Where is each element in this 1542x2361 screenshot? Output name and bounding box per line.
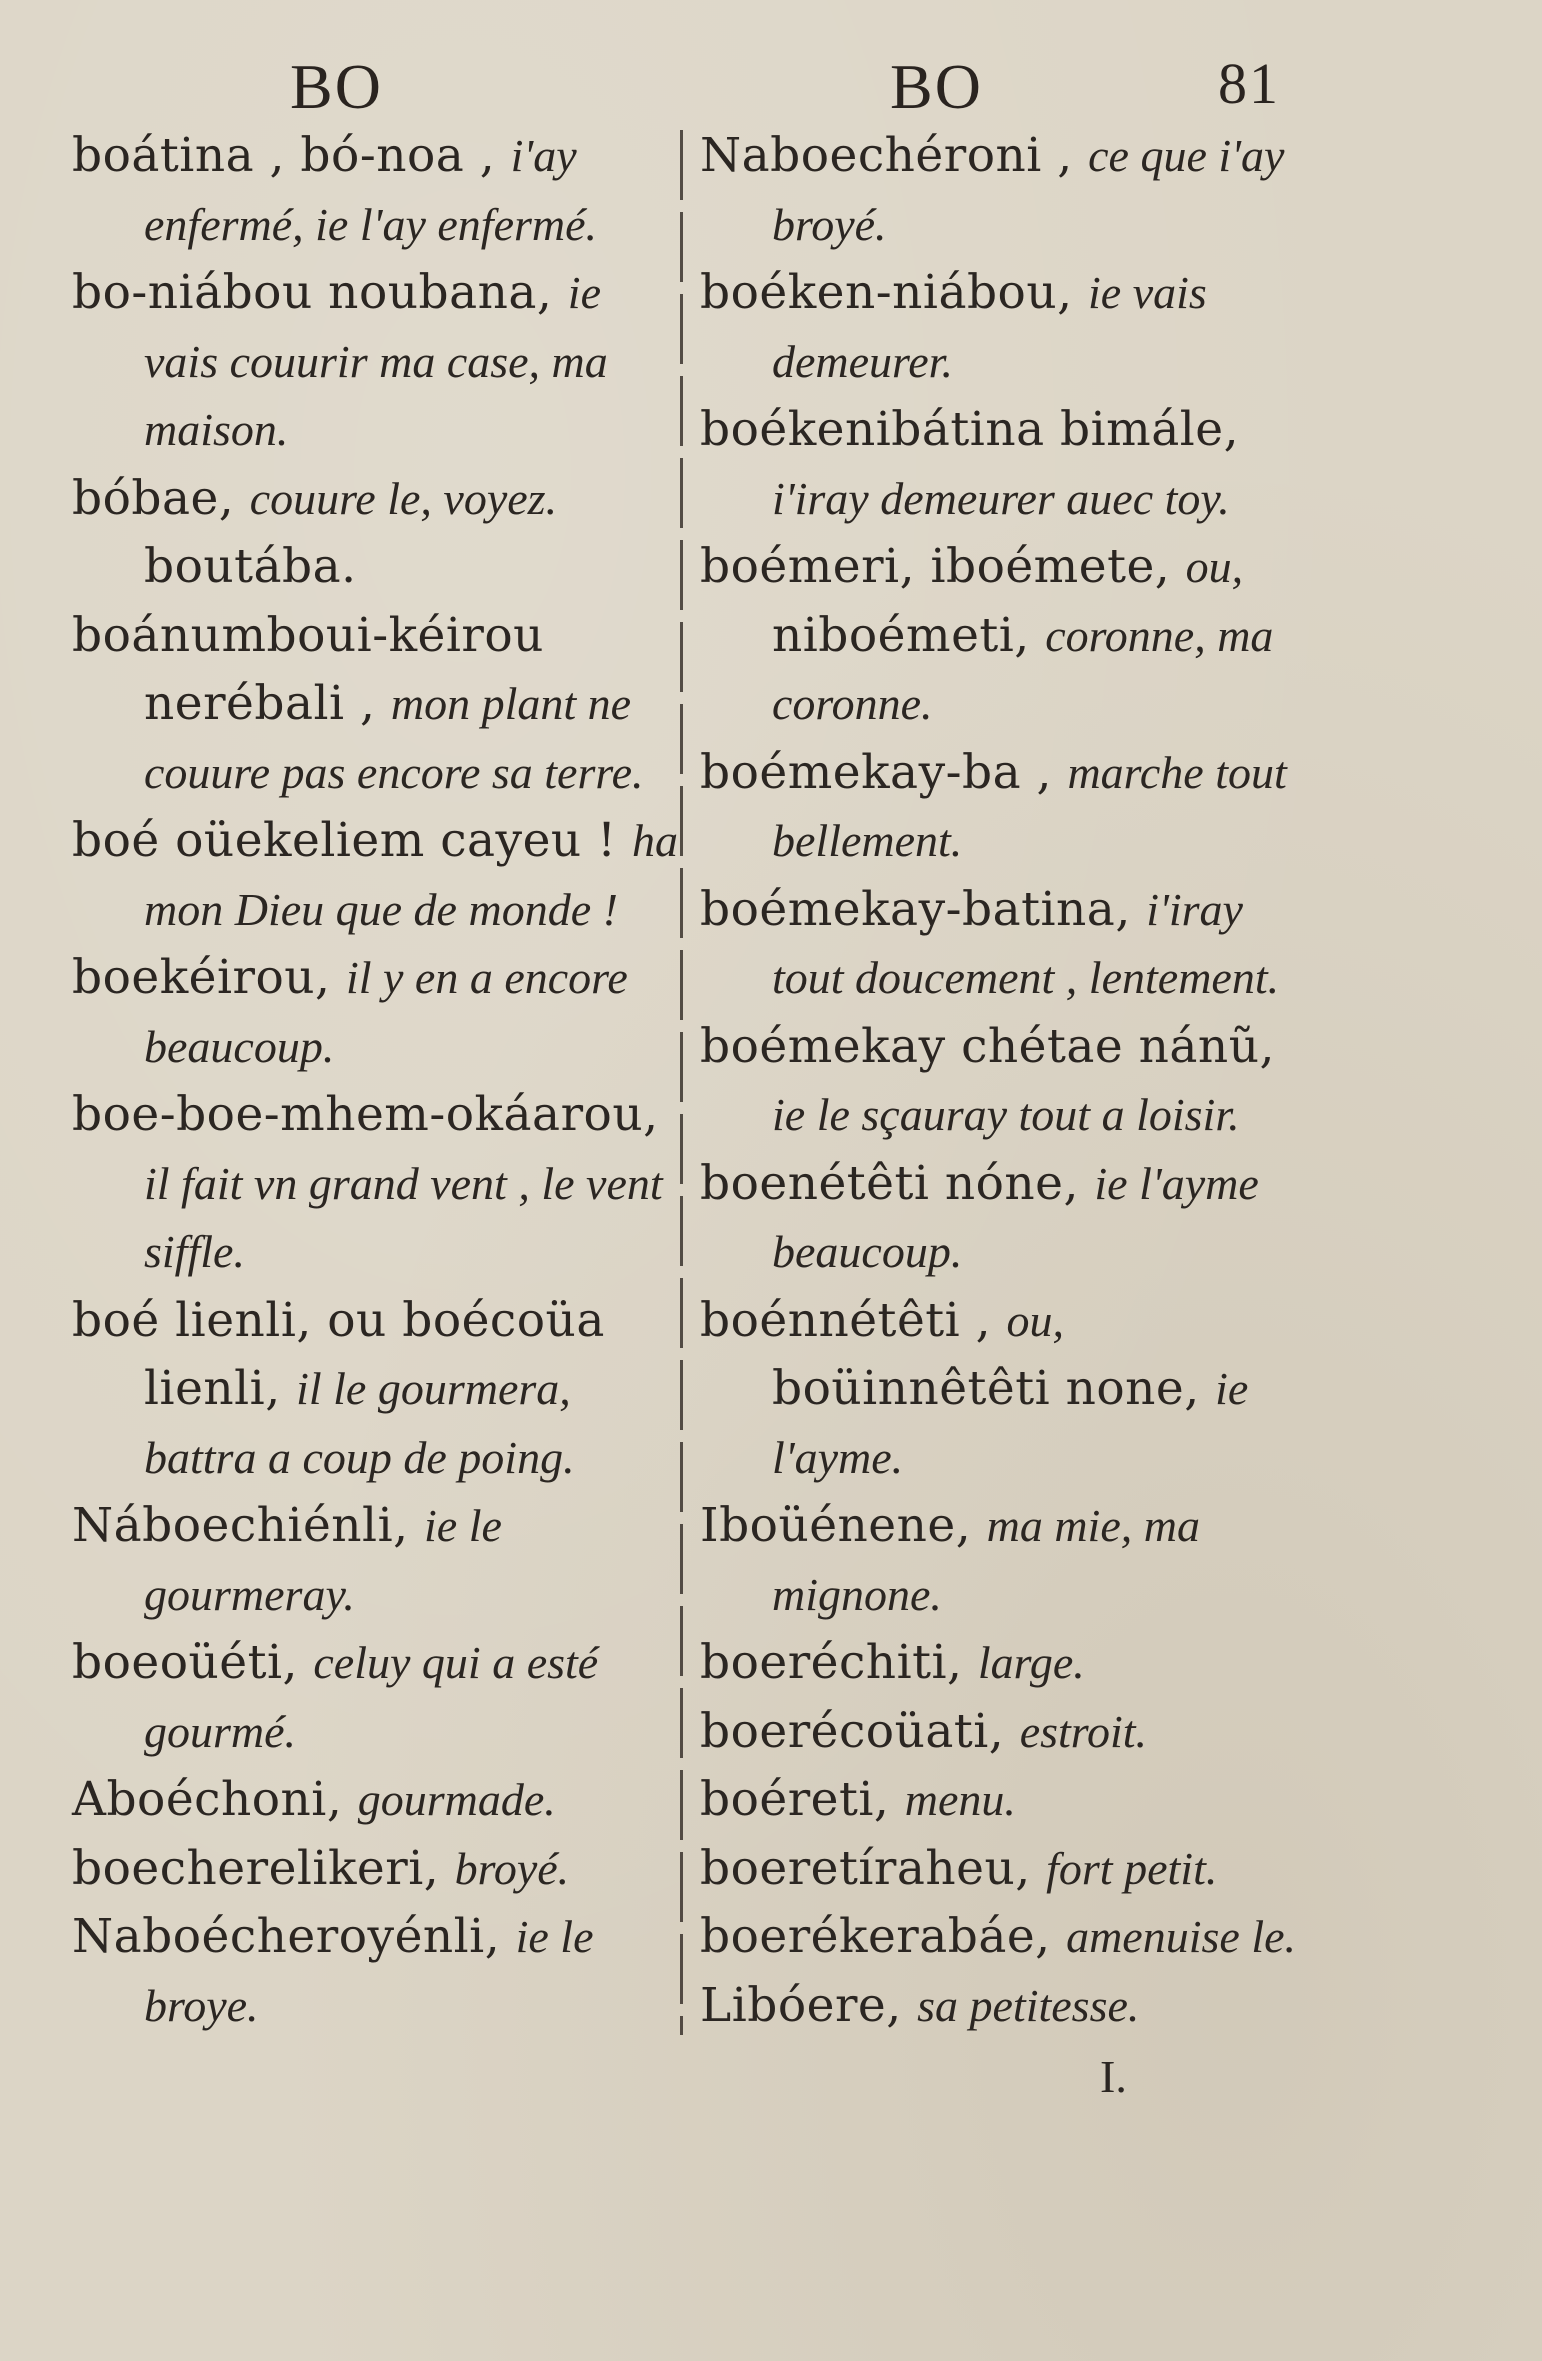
- definition: ie vais demeurer.: [772, 267, 1207, 387]
- headword: bóbae,: [72, 470, 250, 526]
- definition: i'iray tout doucement , lentement.: [772, 883, 1280, 1003]
- dictionary-entry: [72, 1766, 682, 1835]
- dictionary-entry: [700, 1698, 1300, 1767]
- catchword: I.: [1100, 2051, 1127, 2102]
- definition: large.: [977, 1637, 1085, 1688]
- headword: Náboechiénli,: [72, 1498, 424, 1553]
- definition: ie vais couurir ma case, ma maison.: [144, 267, 608, 455]
- dictionary-entry: [72, 807, 682, 944]
- definition: ie le sçauray tout a loisir.: [772, 1089, 1240, 1140]
- definition: i'ay enfermé, ie l'ay enfermé.: [144, 130, 598, 250]
- definition: ma mie, ma mignone.: [772, 1500, 1200, 1620]
- headword: boenétêti nóne,: [700, 1155, 1095, 1211]
- dictionary-entry: [700, 396, 1300, 533]
- definition: il le gourmera, battra a coup de poing.: [144, 1363, 575, 1483]
- dictionary-entry: [72, 1835, 682, 1904]
- headword: boátina , bó-noa ,: [72, 128, 511, 183]
- headword: boénnétêti ,: [700, 1292, 1007, 1348]
- definition: celuy qui a esté gourmé.: [144, 1637, 599, 1757]
- dictionary-entry: [72, 465, 682, 602]
- headword: boémeri, iboémete,: [700, 539, 1186, 594]
- headword: Libóere,: [700, 1977, 918, 2033]
- headword: boéreti,: [700, 1772, 905, 1827]
- running-head-center: BO: [890, 51, 983, 122]
- headword: boéken-niábou,: [700, 265, 1088, 320]
- definition: ce que i'ay broyé.: [772, 130, 1285, 250]
- dictionary-entry: [700, 1150, 1300, 1287]
- dictionary-entry: [700, 122, 1300, 259]
- definition: il y en a encore beaucoup.: [144, 952, 628, 1072]
- headword: boeréchiti,: [700, 1635, 978, 1690]
- dictionary-entry: [700, 1835, 1300, 1904]
- definition: ie l'ayme beaucoup.: [772, 1157, 1259, 1277]
- headword: niboémeti,: [772, 607, 1046, 663]
- dictionary-entry: [700, 533, 1300, 739]
- dictionary-entry: [700, 1629, 1300, 1698]
- headword: Naboechéroni ,: [700, 128, 1089, 183]
- definition: gourmade.: [357, 1774, 556, 1825]
- dictionary-entry: [700, 876, 1300, 1013]
- headword: boe-boe-mhem-okáarou,: [72, 1087, 659, 1142]
- headword: boerékerabáe,: [700, 1909, 1067, 1964]
- running-head: [0, 50, 1542, 130]
- running-head-left: BO: [290, 51, 383, 122]
- dictionary-entry: [72, 944, 682, 1081]
- dictionary-entry: [700, 259, 1300, 396]
- headword: boékenibátina bimále,: [700, 402, 1240, 457]
- dictionary-entry: [700, 1492, 1300, 1629]
- definition: ie l'ayme.: [772, 1363, 1249, 1483]
- definition: fort petit.: [1046, 1842, 1218, 1894]
- dictionary-entry: [700, 1013, 1300, 1150]
- headword: boémekay-batina,: [700, 881, 1147, 937]
- headword: Naboécheroyénli,: [72, 1909, 516, 1964]
- headword: boémekay-ba ,: [700, 744, 1068, 800]
- headword: boé oüekeliem cayeu !: [72, 813, 632, 868]
- headword: Aboéchoni,: [72, 1772, 358, 1827]
- right-column: [700, 122, 1300, 2040]
- headword: boerécoüati,: [700, 1703, 1020, 1759]
- definition: amenuise le.: [1066, 1911, 1297, 1962]
- headword: boeoüéti,: [72, 1635, 314, 1690]
- dictionary-entry: [72, 602, 682, 808]
- definition: ie le gourmeray.: [144, 1500, 502, 1620]
- headword: boekéirou,: [72, 950, 346, 1005]
- dictionary-entry: [72, 1903, 682, 2040]
- headword: boánumboui-kéirou nerébali ,: [72, 607, 544, 731]
- page-number: 81: [1218, 51, 1280, 116]
- dictionary-entry: [700, 1287, 1300, 1493]
- definition: il fait vn grand vent , le vent siffle.: [144, 1157, 663, 1277]
- headword: Iboüénene,: [700, 1498, 987, 1553]
- headword: boutába.: [144, 539, 357, 594]
- headword: bo-niábou noubana,: [72, 265, 568, 320]
- headword: boeretíraheu,: [700, 1840, 1047, 1896]
- definition: ou,: [1185, 541, 1244, 592]
- definition: ou,: [1006, 1294, 1064, 1346]
- definition: menu.: [904, 1774, 1016, 1825]
- dictionary-entry: [72, 1287, 682, 1493]
- definition: ha mon Dieu que de monde !: [144, 815, 678, 935]
- column-rule: [680, 130, 683, 2035]
- definition: broyé.: [454, 1842, 570, 1894]
- dictionary-entry: [72, 1081, 682, 1287]
- dictionary-entry: [700, 1903, 1300, 1972]
- dictionary-entry: [700, 1972, 1300, 2041]
- definition: couure le, voyez.: [249, 472, 558, 524]
- dictionary-entry: [700, 1766, 1300, 1835]
- definition: ie le broye.: [144, 1911, 594, 2031]
- dictionary-entry: [72, 1492, 682, 1629]
- dictionary-entry: [72, 1629, 682, 1766]
- definition: i'iray demeurer auec toy.: [772, 472, 1230, 524]
- definition: mon plant ne couure pas encore sa terre.: [144, 678, 644, 798]
- headword: boüinnêtêti none,: [772, 1361, 1216, 1416]
- headword: boecherelikeri,: [72, 1840, 455, 1896]
- definition: sa petitesse.: [917, 1979, 1140, 2031]
- headword: boémekay chétae nánũ,: [700, 1018, 1275, 1074]
- dictionary-entry: [72, 122, 682, 259]
- dictionary-entry: [700, 739, 1300, 876]
- definition: estroit.: [1019, 1705, 1148, 1757]
- left-column: [72, 122, 682, 2040]
- definition: marche tout bellement.: [772, 746, 1287, 866]
- headword: boé lienli, ou boécoüa lienli,: [72, 1292, 605, 1416]
- definition: coronne, ma coronne.: [772, 609, 1274, 729]
- dictionary-entry: [72, 259, 682, 465]
